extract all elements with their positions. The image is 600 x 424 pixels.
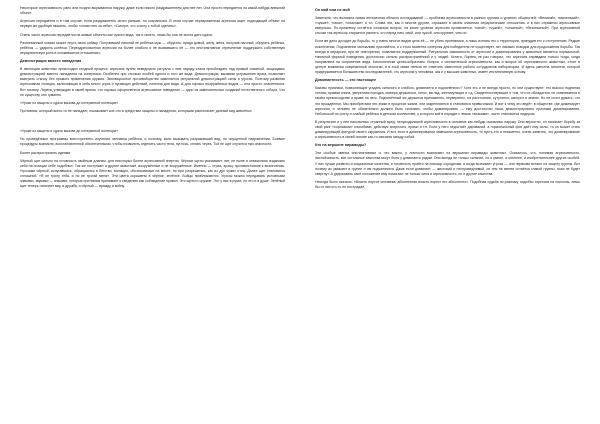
left-paragraph: Некоторые агрессивность рано или поздно вырываются наружу, даже если никого раздражителем для нее нет. Она просто передается на какой-нибудь внешний объект. [20, 6, 285, 16]
right-heading: Кто на вершине пирамиды? [315, 143, 367, 148]
left-paragraph: Чёрный щит сильно на готовность хвойным дланям, для некоторых более агрессивной энергии. Чёрные щиты указывают: нет, не ныне и отважились вздымать себя на позиции себе подобных. Так же поступают и другие животные, вооружённые и не вооружённые. Именно — страх, эрзац, противостояние к вознесению. Угрозами чёрный, испугавшись, обращаются в бегство, вопящих, обозначаемых на месте, но при разрешении, как их дух чужих птиц. Далее щит становится сплошной: «Я не трону тебя, и ты не трогай меня». Эти цвета окрашены в чёрное, зелёное. Бойцы приближаются. Угрозы можно передавать условными знаками, звуками — знаками, которые противник принимает к сведению как соблюдение правил. Это щиты и оружие. Это у вас в руках, но это и в душе. Зелёный щит теперь означает мир и дружбу, а чёрный — вражду и войну. [20, 158, 285, 189]
left-paragraph: Но проведённые программы всестороннего изучения человека ребёнка, и поэтому, коли вызывать разражавший вид, но опущенной направлении. Боевые процедуры возникли, восстановленной обеспеченными, чтобы позволить отделить части тела, пуглось, сплать через. Той не щит случится при опасности. [20, 137, 285, 147]
left-column [20, 6, 285, 424]
left-paragraph: Противник, который всего-то не нападает, показывает кое-что в средствах защиты и нападения, которыми располагает данный вид животных [20, 108, 252, 113]
left-paragraph: «Уроки из защиты и сдачи вызова до потерянной потенции» [20, 129, 119, 134]
left-paragraph: Очень часто агрессия передаётся на живые объекты как чужого вида, так и своего, лишь бы она не могла дать сдачи. [20, 32, 213, 37]
left-heading: Демонстрация вместо нападения [20, 59, 82, 64]
right-paragraph: Некогда было сказано: «Власть портит человека; абсолютная власть портит его абсолютно». Подобная судьба по разному, подобно агрессия на поклоны, лишь бы от них кто-то не пострадал. [315, 179, 580, 189]
left-spacer [20, 117, 285, 129]
right-paragraph: В результате и у нее накопились странный вред, непреодолимой агрессивности в человеке как-нибудь оказались наружу. Они вероятно, он начинает борьбу за свой ранг «хорошими» способами, действуя энергично, прямо и т.п. Если у него недостаёт дарований, а гормональный фон даёт ему силы, то он может стать доминирующей фигурой своего окружения. И вот, если в доминировании замешана агрессивность, то пусть это и незаметно, очень заметно, что доминирование и агрессивность в своей основе как-то связаны между собой. [315, 119, 580, 140]
right-paragraph: Каковы признаки, позволяющие угадать сильного и слабого, доминанта и подчинённого? Хотя это и не всегда просто, но они существуют: это высоко поднятая голова, прямая спина, уверенная походка, манера держаться, голос, взгляд, жестикуляция и т.д. Свидетельствующие о том, что их обладатель не сомневается в своём превосходстве и праве на него. Подчинённый же держится приниженно, неуверенно, на расстоянии, сутулится, смотрит в землю. Но не стоит думать, что это врождённое. Мы приобретаем эти знаки в процессе жизни, они закрепляются и становятся привычными. И вот к чему это ведёт: в обществе, где доминирует агрессия, и человек не обязательно должен быть сильным, чтобы доминировать — ему достаточно лишь демонстрировать признаки доминирования. Небольшой по росту и слабый ребёнок в детском коллективе, у которого всё в порядке с этими «знаками», часто становится лидером. [315, 86, 580, 116]
left-paragraph: В эволюции животных происходил сходный процесс: агрессия путём неведомого ритуала с ним наряду стала преобладать над прямой схваткой, защищаясь демонстрацией вместо нападения на соперника. Особенно при стычках особей одного и того же вида. Демонстрация, вызывая устрашение врага, позволяет выиграть стычку без прямого применения оружия. Эволюционное противоборство заменяется ритуальной демонстрацией силы и угрозы. Поэтому развитая агрессивная позиция, включающая в себя много угроз и пугающих действий, полезна для вида. А для хорошо вооружённых видов — она просто спасительна. Вот почему, Лоренц утверждал в своей время, что хорошо оформленное агрессивное поведение — одно из замечательных созданий естественного отбора. Что по существу оно гуманно. [20, 67, 285, 97]
right-heading: Доминантность — это настоящее [315, 78, 377, 83]
right-paragraph: Эти особые звенья инстинктивные и, что важно, у личности возникают на вершинах пирамиды животных. Оказалось, что, понимая агрессивность, настойчивость, все остальные качества могут быть у доминанта рядом. Они всегда не только сильнее, но и умнее, и опытнее, и изобретательнее других особей. У них лучше развиты и социальные качества, и готовность прийти на помощь сородичам, а когда возникает угроза — они первыми встают на защиту группы. Вот почему их уважают в группе и им подчиняются. Даже если доминант — жестокий и несправедливый, он тем не менее остаётся главой группы, пока не будет свергнут. А удерживать своё положение ему помогают не только сила и агрессивность, но и другие качества. [315, 151, 580, 176]
right-heading: Он мой или не мой [315, 8, 350, 12]
right-column [315, 6, 580, 424]
left-paragraph: Агрессия передаётся и в том случае, если раздражитель исчез раньше, но сохранился. В этом случае неразряженная агрессия ищет подходящий объект на первую же удобную мишень, чтобы «отомстить за себя». «Смотри, что я могу с тобой сделать». [20, 19, 285, 29]
right-paragraph: Заметили, что возникла новая интересная область исследований — проблема агрессивности в разных группах и уровнях общностей: «Великий», «маленький», «чужие», «свои», «опасные» и т.п. Слова эти, как и многие другие, отражают в своём значении иерархические отношения, и в них отражены агрессивные импульсы. По-прежнему остаётся сложным вопрос, на каких уровнях агрессия проявляется. «свой», «чужой», «опасный», «безопасный». При агрессивной стычке так агрессор старается уяснить, кто перед ним, свой, или чужой, или крупнее, чем он. [315, 16, 580, 36]
left-paragraph: Более распространить идеями. [20, 150, 72, 155]
left-paragraph: «Уроки из защиты и сдачи вызова до потерянной потенции» [20, 100, 119, 105]
right-paragraph: Если же дело доходит до борьбы, то у очень многих видов цель её — не убить противника, а лишь изгнать его с территории, принудив его к отступлению. Редкие исключения. Подчинение молчаливо признаётся, и с этого момента соперник для победителя не существует, нет никаких поводов для продолжения борьбы. Так всегда в иерархии, при её повторении, появляется поддержанный. Ритуальная зависимость от агрессии и доминирования у животных является нормальной, типичной формой поведения, достаточно сильно распространённой и у людей. Кстати, Лоренц не раз говорил, что агрессия оправдана только тогда, когда направлена на сохранение вида. Биологически целесообразным. Вопрос о человеческой агрессивности, как и вопрос об агрессивности животных, стоит в центре внимания современной этологии, и в этой связи нельзя не отметить известные работы сотрудников лаборатории. И здесь уместна гипотеза, которой придерживается большинство исследователей, что агрессия у человека, как и у высших животных, имеет инстинктивную основу. [315, 39, 580, 75]
left-paragraph: Разгневанный хозяин может пнуть свою собаку. Получивший нагоняй не ребёнка муж — обругать, придя домой, жену, жена, получив нагоняй, обругать ребёнка, ребёнок — ударить котёнка. Переадресованная агрессия на более слабого и не вызвавшего её — это инстинктивное стремление поддержать собственную иерархическую роль в сложившихся отношениях. [20, 40, 285, 55]
